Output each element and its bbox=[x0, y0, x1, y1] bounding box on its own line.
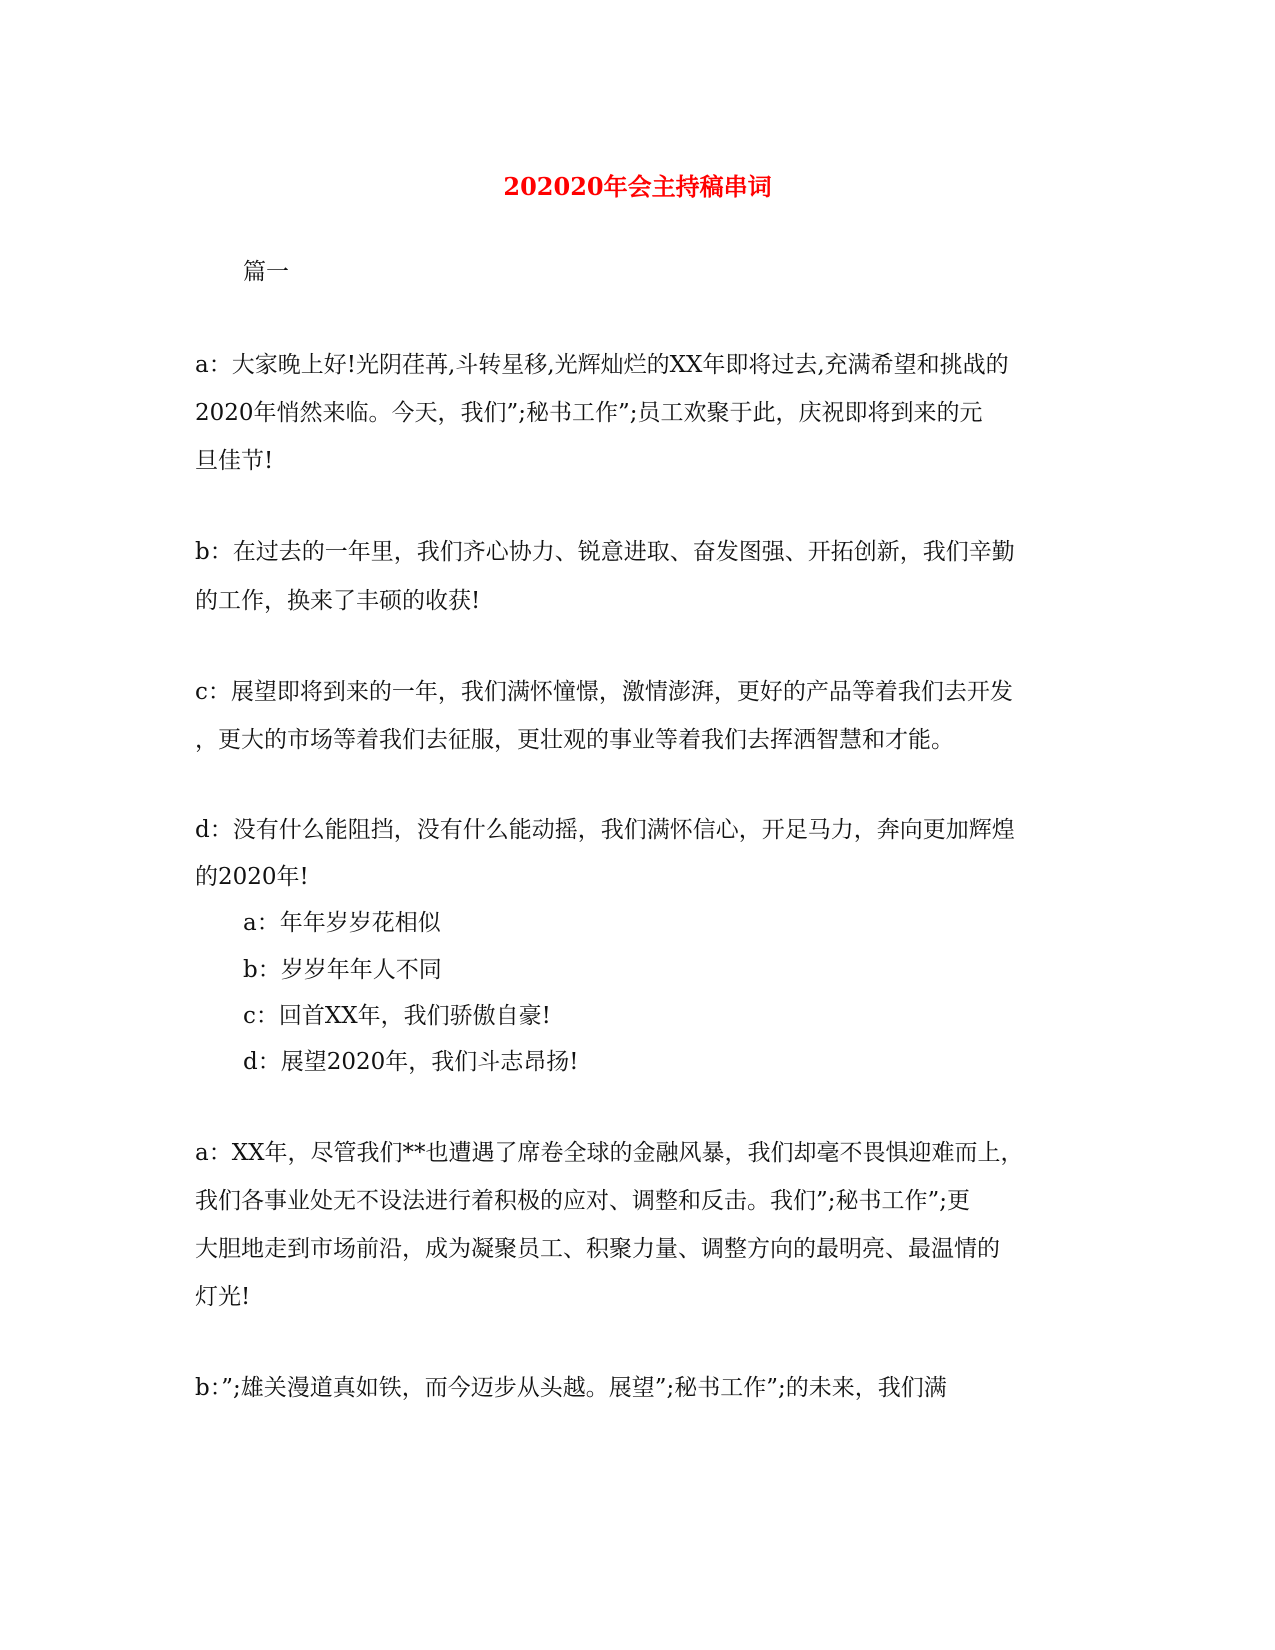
section-heading: 篇一 bbox=[243, 259, 289, 285]
paragraph-line: a：XX年，尽管我们**也遭遇了席卷全球的金融风暴，我们却毫不畏惧迎难而上， bbox=[195, 1140, 1024, 1166]
verse-line: a：年年岁岁花相似 bbox=[243, 910, 441, 936]
verse-line: b：岁岁年年人不同 bbox=[243, 957, 442, 983]
paragraph-line: ，更大的市场等着我们去征服，更壮观的事业等着我们去挥洒智慧和才能。 bbox=[195, 727, 954, 753]
paragraph-line: 我们各事业处无不设法进行着积极的应对、调整和反击。我们”;秘书工作”;更 bbox=[195, 1188, 971, 1214]
paragraph-line: b：在过去的一年里，我们齐心协力、锐意进取、奋发图强、开拓创新，我们辛勤 bbox=[195, 539, 1015, 565]
paragraph-line: b：”;雄关漫道真如铁，而今迈步从头越。展望”;秘书工作”;的未来，我们满 bbox=[195, 1375, 947, 1401]
paragraph-line: 大胆地走到市场前沿，成为凝聚员工、积聚力量、调整方向的最明亮、最温情的 bbox=[195, 1236, 1000, 1262]
paragraph-line: 灯光! bbox=[195, 1284, 251, 1310]
paragraph-line: 旦佳节! bbox=[195, 448, 274, 474]
paragraph-line: a：大家晚上好!光阴荏苒,斗转星移,光辉灿烂的XX年即将过去,充满希望和挑战的 bbox=[195, 352, 1009, 378]
verse-line: d：展望2020年，我们斗志昂扬! bbox=[243, 1049, 579, 1075]
paragraph-line: 的工作，换来了丰硕的收获! bbox=[195, 588, 481, 614]
paragraph-line: d：没有什么能阻挡，没有什么能动摇，我们满怀信心，开足马力，奔向更加辉煌 bbox=[195, 817, 1015, 843]
verse-line: c：回首XX年，我们骄傲自豪! bbox=[243, 1003, 551, 1029]
paragraph-line: 的2020年! bbox=[195, 864, 309, 890]
document-title: 202020年会主持稿串词 bbox=[503, 172, 772, 201]
paragraph-line: c：展望即将到来的一年，我们满怀憧憬，激情澎湃，更好的产品等着我们去开发 bbox=[195, 679, 1013, 705]
paragraph-line: 2020年悄然来临。今天，我们”;秘书工作”;员工欢聚于此，庆祝即将到来的元 bbox=[195, 400, 983, 426]
